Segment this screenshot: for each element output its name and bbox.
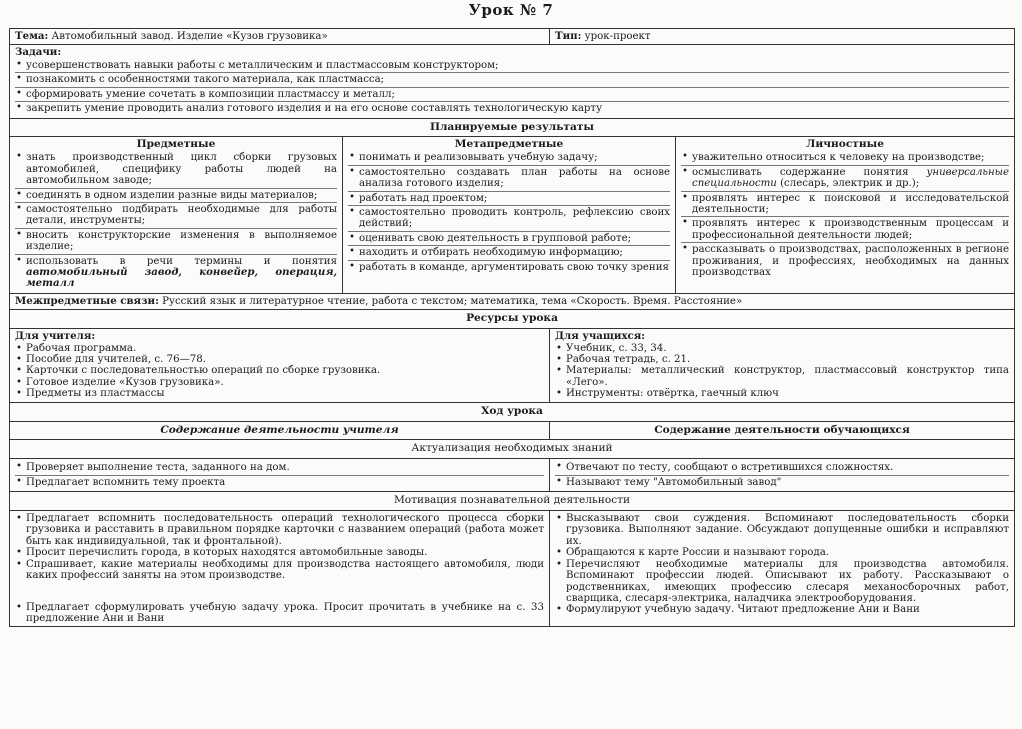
subject-result-item: • соединять в одном изделии разные виды материалов; [15,188,337,202]
teacher-activity-item: • Предлагает сформулировать учебную задачу урока. Просит прочитать в учебнике на с. 33 предложение Ани и Вани [15,602,544,625]
student-resource-item: • Материалы: металлический конструктор, пластмассовый конструктор типа «Лего». [555,365,1009,388]
student-activity-cell [550,510,1015,626]
student-resource-item: • Рабочая тетрадь, с. 21. [555,354,1009,365]
teacher-activity-item: • Проверяет выполнение теста, заданного на дом. [15,461,544,474]
task-item: • познакомить с особенностями такого материала, как пластмасса; [15,72,1009,86]
stage-title-row [10,492,1015,511]
student-resource-item: • Инструменты: отвёртка, гаечный ключ [555,388,1009,399]
topic-row [10,29,1015,45]
meta-results-cell [343,137,676,294]
personal-result-item: • проявлять интерес к производственным процессам и профессиональной деятельности людей; [681,216,1009,242]
student-activity-list [555,461,1009,489]
teacher-activity-item: • Спрашивает, какие материалы необходимы для производства настоящего автомобиля, люди каких профессий заняты на этом производстве. [15,559,544,582]
resources-row [10,329,1015,403]
stage-title: Мотивация познавательной деятельности [10,492,1015,511]
meta-result-item: • понимать и реализовывать учебную задачу; [348,151,670,164]
teacher-activity-list [15,513,544,624]
personal-results-heading: Личностные [806,138,884,151]
meta-result-item: • работать в команде, аргументировать свою точку зрения [348,260,670,274]
stage-title: Актуализация необходимых знаний [10,440,1015,459]
task-item: • усовершенствовать навыки работы с металлическим и пластмассовым конструктором; [15,59,1009,72]
course-heading: Ход урока [10,402,1015,421]
meta-result-item: • оценивать свою деятельность в групповой работе; [348,231,670,245]
student-activity-heading: Содержание деятельности обучающихся [550,421,1015,440]
student-resources-list [555,343,1009,400]
interdisciplinary-value: Русский язык и литературное чтение, работа с текстом; математика, тема «Скорость. Время. Расстояние» [162,295,743,307]
resources-heading: Ресурсы урока [10,310,1015,329]
results-heading: Планируемые результаты [10,118,1015,137]
topic-cell [10,29,550,45]
course-columns-row [10,421,1015,440]
student-activity-list [555,513,1009,616]
meta-result-item: • самостоятельно проводить контроль, рефлексию своих действий; [348,205,670,231]
type-cell [550,29,1015,45]
teacher-activity-list [15,461,544,489]
lesson-table [9,28,1015,627]
student-activity-item: • Называют тему "Автомобильный завод" [555,475,1009,489]
student-activity-cell [550,459,1015,492]
teacher-resources-label: Для учителя: [15,330,96,343]
results-heading-row [10,118,1015,137]
teacher-activity-heading: Содержание деятельности учителя [10,421,550,440]
type-value: урок-проект [584,31,651,42]
teacher-resources-cell [10,329,550,403]
personal-result-item: • проявлять интерес к поисковой и исследовательской деятельности; [681,191,1009,217]
student-resources-cell [550,329,1015,403]
interdisciplinary-cell [10,293,1015,309]
teacher-activity-cell [10,459,550,492]
resources-heading-row [10,310,1015,329]
student-activity-item: • Высказывают свои суждения. Вспоминают последовательность сборки грузовика. Выполняют задание. Обсуждают допущенные ошибки и исправляют их. [555,513,1009,547]
subject-results-list [15,151,337,291]
teacher-resources-list [15,343,544,400]
subject-results-heading: Предметные [136,138,216,151]
topic-value: Автомобильный завод. Изделие «Кузов грузовика» [51,31,328,42]
teacher-activity-cell [10,510,550,626]
task-item: • закрепить умение проводить анализ готового изделия и на его основе составлять технологическую карту [15,101,1009,115]
student-resources-label: Для учащихся: [555,330,646,343]
teacher-activity-item: • Предлагает вспомнить тему проекта [15,475,544,489]
personal-results-list [681,151,1009,279]
personal-result-item: • рассказывать о производствах, расположенных в регионе проживания, и профессиях, необходимых на данных производствах [681,242,1009,279]
stage-row [10,510,1015,626]
subject-result-item: • вносить конструкторские изменения в выполняемое изделие; [15,228,337,254]
subject-result-item: • знать производственный цикл сборки грузовых автомобилей, специфику работы людей на автомобильном заводе; [15,151,337,187]
type-label: Тип: [555,30,582,42]
student-activity-item: • Отвечают по тесту, сообщают о встретившихся сложностях. [555,461,1009,474]
teacher-activity-item: • Предлагает вспомнить последовательность операций технологического процесса сборки грузовика и расставить в правильном порядке карточки с названием операций (работа может быть как индивидуальной, так и фронтальной). [15,513,544,547]
personal-result-text: осмысливать содержание понятия [692,166,927,178]
teacher-resource-item: • Предметы из пластмассы [15,388,544,399]
subject-result-item: • самостоятельно подбирать необходимые для работы детали, инструменты; [15,202,337,228]
student-activity-item: • Обращаются к карте России и называют города. [555,547,1009,558]
teacher-resource-item: • Карточки с последовательностью операций по сборке грузовика. [15,365,544,376]
personal-result-item [681,165,1009,191]
student-activity-item: • Перечисляют необходимые материалы для производства автомобиля. Вспоминают профессии людей. Описывают их работу. Рассказывают о родственниках, имеющих профессию слесаря механосборочных работ, сварщика, слесаря-электрика, наладчика электрооборудования. [555,559,1009,605]
meta-result-item: • работать над проектом; [348,191,670,205]
tasks-cell [10,45,1015,118]
stage-title-row [10,440,1015,459]
subject-results-cell [10,137,343,294]
interdisciplinary-row [10,293,1015,309]
meta-result-item: • находить и отбирать необходимую информацию; [348,245,670,259]
teacher-resource-item: • Пособие для учителей, с. 76—78. [15,354,544,365]
personal-result-text-end: (слесарь, электрик и др.); [776,178,920,190]
task-item: • сформировать умение сочетать в композиции пластмассу и металл; [15,87,1009,101]
page-title: Урок № 7 [468,1,554,19]
personal-result-term: универсальные специальности [692,166,1010,190]
teacher-activity-item: • Просит перечислить города, в которых находятся автомобильные заводы. [15,547,544,558]
spacer [15,582,544,602]
teacher-resource-item: • Готовое изделие «Кузов грузовика». [15,377,544,388]
student-resource-item: • Учебник, с. 33, 34. [555,343,1009,354]
subject-result-text: использовать в речи термины и понятия [26,255,337,267]
meta-results-list [348,151,670,274]
course-heading-row [10,402,1015,421]
tasks-row [10,45,1015,118]
results-row [10,137,1015,294]
tasks-label: Задачи: [15,46,62,59]
subject-result-terms: автомобильный завод, конвейер, операция, металл [26,266,337,290]
stage-row [10,459,1015,492]
meta-results-heading: Метапредметные [454,138,564,151]
personal-result-item: • уважительно относиться к человеку на производстве; [681,151,1009,164]
subject-result-item [15,254,337,291]
topic-label: Тема: [15,30,49,42]
teacher-resource-item: • Рабочая программа. [15,343,544,354]
meta-result-item: • самостоятельно создавать план работы на основе анализа готового изделия; [348,165,670,191]
tasks-list [15,59,1009,116]
interdisciplinary-label: Межпредметные связи: [15,294,159,307]
personal-results-cell [676,137,1015,294]
student-activity-item: • Формулируют учебную задачу. Читают предложение Ани и Вани [555,604,1009,615]
